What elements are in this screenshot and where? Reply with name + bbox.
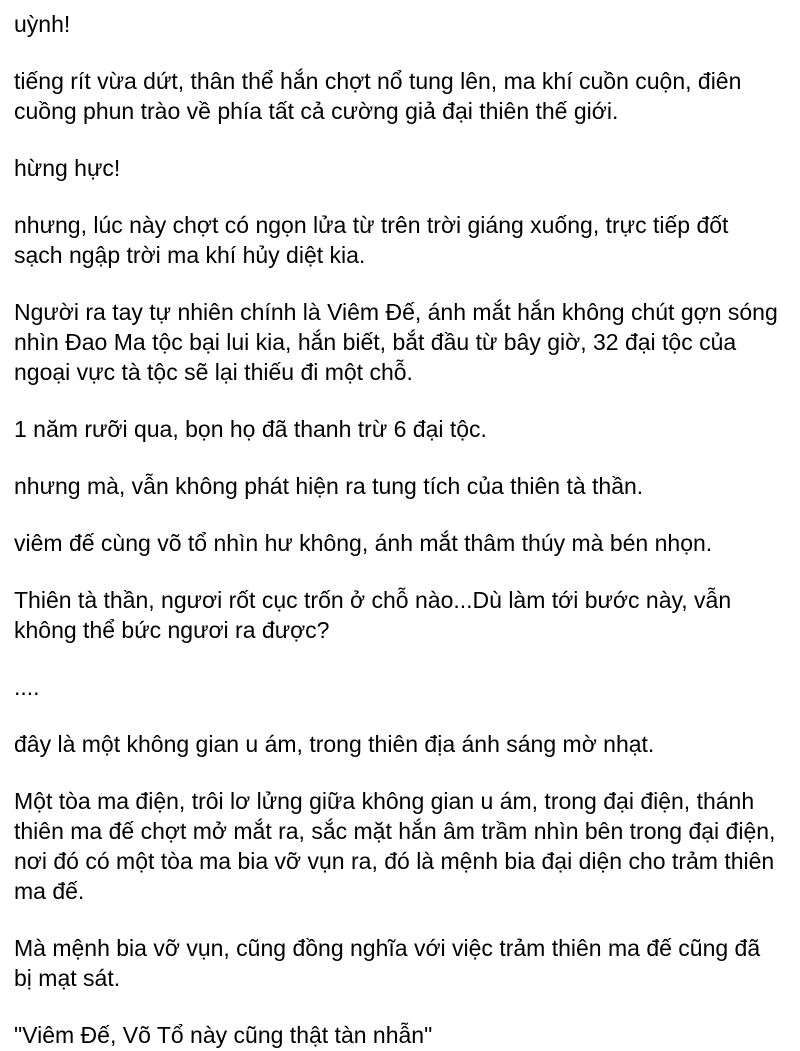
paragraph: Người ra tay tự nhiên chính là Viêm Đế, ánh mắt hắn không chút gợn sóng nhìn Đao Ma tộc bại lui kia, hắn biết, bắt đầu từ bây giờ, 32 đại tộc của ngoại vực tà tộc sẽ lại thiếu đi một chỗ. <box>14 299 778 385</box>
paragraph: "Viêm Đế, Võ Tổ này cũng thật tàn nhẫn" <box>14 1022 433 1048</box>
paragraph: nhưng, lúc này chợt có ngọn lửa từ trên trời giáng xuống, trực tiếp đốt sạch ngập trời ma khí hủy diệt kia. <box>14 212 729 268</box>
paragraph: tiếng rít vừa dứt, thân thể hắn chợt nổ tung lên, ma khí cuồn cuộn, điên cuồng phun trào về phía tất cả cường giả đại thiên thế giới. <box>14 68 742 124</box>
paragraph: nhưng mà, vẫn không phát hiện ra tung tích của thiên tà thần. <box>14 473 644 499</box>
paragraph: viêm đế cùng võ tổ nhìn hư không, ánh mắt thâm thúy mà bén nhọn. <box>14 530 713 556</box>
paragraph: hừng hực! <box>14 155 121 181</box>
paragraph: Thiên tà thần, ngươi rốt cục trốn ở chỗ nào...Dù làm tới bước này, vẫn không thể bức ngươi ra được? <box>14 587 732 643</box>
paragraph: đây là một không gian u ám, trong thiên địa ánh sáng mờ nhạt. <box>14 731 655 757</box>
paragraph: Một tòa ma điện, trôi lơ lửng giữa không gian u ám, trong đại điện, thánh thiên ma đế chợt mở mắt ra, sắc mặt hắn âm trầm nhìn bên trong đại điện, nơi đó có một tòa ma bia vỡ vụn ra, đó là mệnh bia đại diện cho trảm thiên ma đế. <box>14 788 776 904</box>
paragraph: uỳnh! <box>14 11 71 37</box>
paragraph: Mà mệnh bia vỡ vụn, cũng đồng nghĩa với việc trảm thiên ma đế cũng đã bị mạt sát. <box>14 935 761 991</box>
paragraph: 1 năm rưỡi qua, bọn họ đã thanh trừ 6 đại tộc. <box>14 416 487 442</box>
paragraph: .... <box>14 674 40 700</box>
